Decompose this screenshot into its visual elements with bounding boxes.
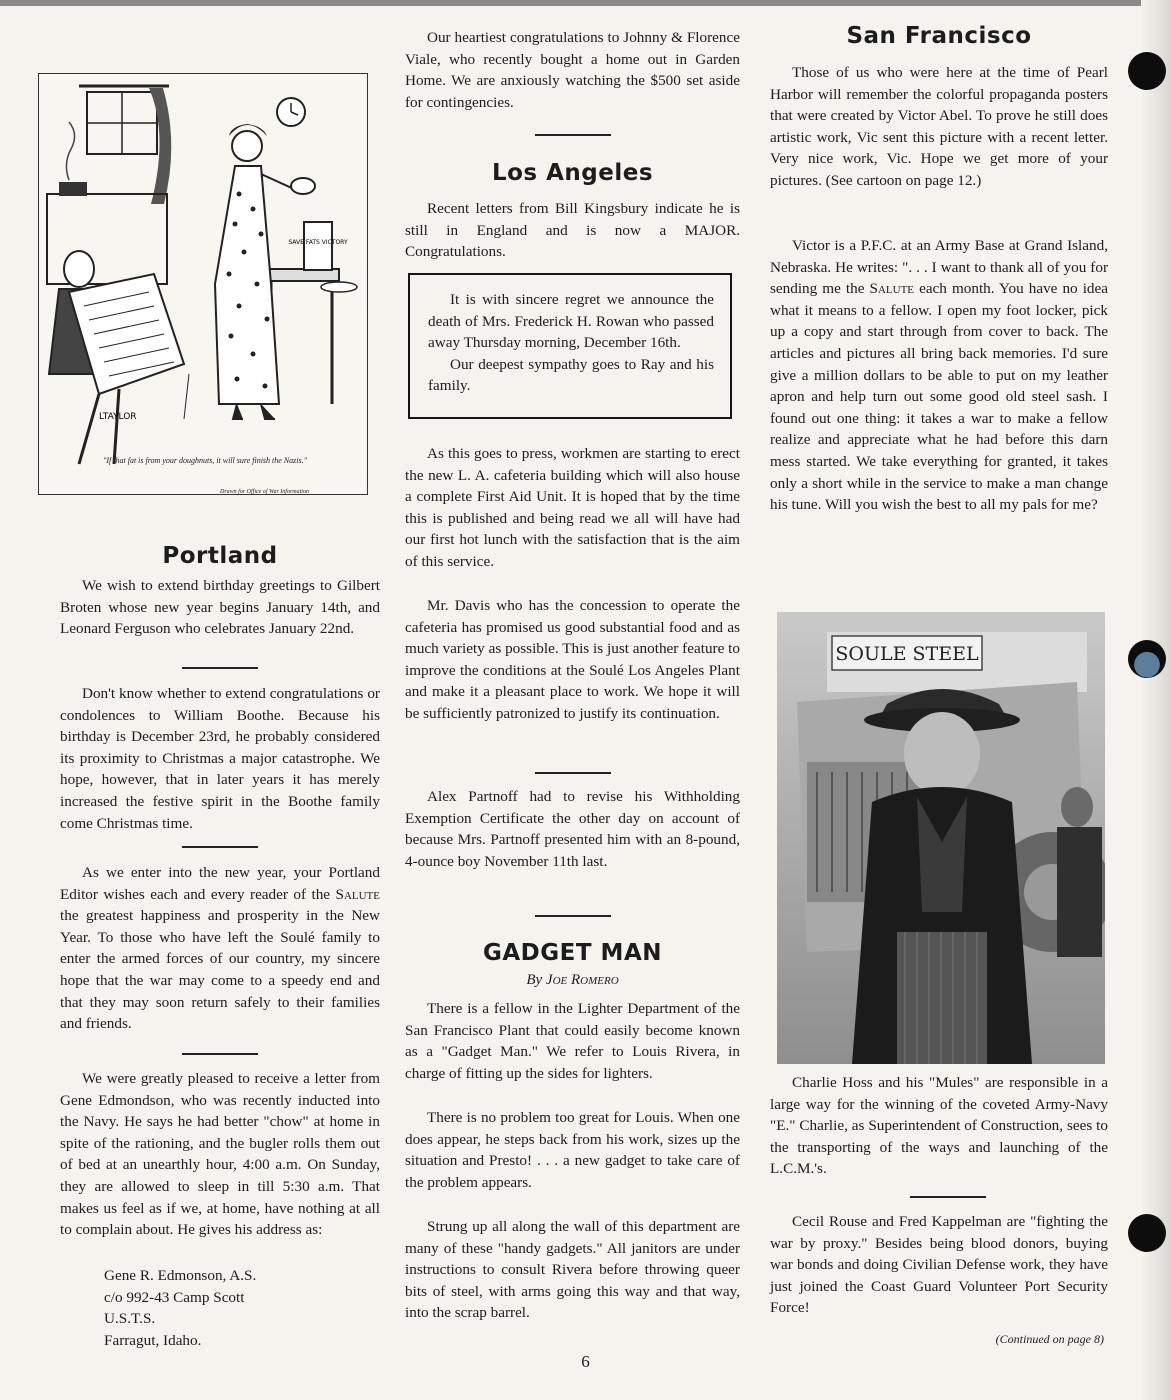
can-label-text: SAVE FATS VICTORY — [288, 239, 348, 246]
gadget-text-3: Strung up all along the wall of this department are many of these "handy gadgets." All janitors are under instructions to consult Rivera before throwing queer bits of steel, with arms going this way and that way, into the scrap barrel. — [405, 1218, 740, 1322]
photo-caption: Charlie Hoss and his "Mules" are responsible in a large way for the winning of the coveted Army-Navy "E." Charlie, as Superintendent of Construction, sees to the transporting of the ways and launching of the L.C.M.'s. — [770, 1074, 1108, 1178]
gadget-paragraph-2 — [405, 1107, 740, 1193]
salute-magazine-name: Salute — [335, 885, 380, 903]
section-divider — [182, 667, 258, 669]
page-number: 6 — [581, 1352, 590, 1371]
portland-edmondson-paragraph — [60, 1068, 380, 1241]
gadget-paragraph-1 — [405, 998, 740, 1084]
partnoff-paragraph — [405, 786, 740, 872]
charlie-hoss-photo — [777, 612, 1105, 1064]
san-francisco-heading: San Francisco — [846, 23, 1032, 49]
truck-sign-text: SOULE STEEL — [835, 643, 979, 665]
rouse-kappelman-text: Cecil Rouse and Fred Kappelman are "fighting the war by proxy." Besides being blood donors, buying war bonds and doing Civilian Defense work, they have just joined the Coast Guard Volunteer Port Security Force! — [770, 1213, 1108, 1317]
cartoon-caption: "If that fat is from your doughnuts, it will sure finish the Nazis." — [103, 456, 307, 465]
davis-text: Mr. Davis who has the concession to operate the cafeteria has promised us good substantial food and as much variety as possible. This is just another feature to improve the conditions at the Soulé Los Angeles Plant and make it a pleasant place to work. We hope it will be sufficiently patronized to justify its continuation. — [405, 597, 740, 722]
section-divider — [535, 915, 611, 917]
binder-hole-bottom — [1128, 1214, 1166, 1252]
section-divider — [535, 772, 611, 774]
abel-text: Those of us who were here at the time of Pearl Harbor will remember the colorful propaganda posters that were created by Victor Abel. To prove he still does artistic work, Vic sent this picture with a recent letter. Very nice work, Vic. Hope we get more of your pictures. (See cartoon on page 12.) — [770, 64, 1108, 189]
cafeteria-paragraph — [405, 443, 740, 573]
victor-letter-start: Victor is a P.F.C. at an Army Base at Grand Island, Nebraska. He writes: ". . . I want to thank all of you for sending me the — [770, 237, 1108, 298]
mailing-address — [104, 1265, 256, 1351]
binder-hole-middle — [1128, 640, 1166, 678]
page-binding-edge — [1141, 0, 1171, 1400]
photo-caption-block — [770, 1072, 1108, 1180]
cartoon-illustration — [38, 73, 368, 495]
obituary-sympathy: Our deepest sympathy goes to Ray and his family. — [428, 355, 714, 395]
obituary-box — [408, 273, 732, 419]
section-divider — [535, 134, 611, 136]
portland-boothe-paragraph — [60, 683, 380, 834]
portland-paragraph-4: We were greatly pleased to receive a letter from Gene Edmondson, who was recently inducted into the Navy. He says he had better "chow" at home in spite of the rationing, and the bugler rolls them out of bed at an unearthly hour, 4:00 a.m. On Sunday, they are allowed to sleep in till 5:30 a.m. That makes us feel as if we, at home, have nothing at all to complain about. He gives his address as: — [60, 1070, 380, 1239]
obituary-announcement: It is with sincere regret we announce the death of Mrs. Frederick H. Rowan who passed away Thursday morning, December 16th. — [428, 291, 714, 352]
address-line: Farragut, Idaho. — [104, 1331, 202, 1349]
davis-paragraph — [405, 595, 740, 725]
byline-by: By — [526, 972, 546, 988]
portland-p3-start: As we enter into the new year, your Portland Editor wishes each and every reader of the — [60, 864, 380, 903]
cartoon-credit: Drawn for Office of War Information — [220, 489, 309, 495]
viale-paragraph — [405, 27, 740, 113]
gadget-man-heading: GADGET MAN — [483, 940, 662, 966]
portland-birthday-paragraph — [60, 575, 380, 640]
partnoff-text: Alex Partnoff had to revise his Withholding Exemption Certificate the other day on account of because Mrs. Partnoff presented him with an 8-pound, 4-ounce boy November 11th last. — [405, 788, 740, 870]
abel-paragraph — [770, 62, 1108, 192]
salute-magazine-name: Salute — [869, 280, 915, 298]
gadget-text-1: There is a fellow in the Lighter Department of the San Francisco Plant that could easily become known as a "Gadget Man." We refer to Louis Rivera, in charge of fitting up the sides for lighters. — [405, 1000, 740, 1082]
los-angeles-heading: Los Angeles — [491, 160, 654, 186]
address-line: Gene R. Edmonson, A.S. — [104, 1267, 257, 1284]
victor-letter-text — [770, 235, 1108, 516]
section-divider — [182, 1053, 258, 1055]
section-divider — [910, 1196, 986, 1198]
address-line: c/o 992-43 Camp Scott — [104, 1288, 245, 1306]
gadget-text-2: There is no problem too great for Louis. When one does appear, he steps back from his work, sizes up the situation and Presto! . . . a new gadget to take care of the problem appears. — [405, 1109, 740, 1191]
photo-image — [777, 612, 1105, 1064]
continued-note: (Continued on page 8) — [995, 1332, 1104, 1346]
address-line: U.S.T.S. — [104, 1310, 156, 1328]
portland-paragraph-2: Don't know whether to extend congratulations or condolences to William Boothe. Because his birthday is December 23rd, he probably considered its proximity to Christmas a major catastrophe. We hope, however, that in later years it has merely increased the festive spirit in the Boothe family come Christmas time. — [60, 685, 380, 832]
byline-author: Joe Romero — [545, 972, 619, 988]
portland-p3-end: the greatest happiness and prosperity in the New Year. To those who have left the Soulé family to enter the armed forces of our country, my sincere hope that the war may come to a speedy end and that they may soon return safely to their families and friends. — [60, 907, 380, 1033]
article-byline — [405, 972, 740, 989]
kingsbury-text: Recent letters from Bill Kingsbury indicate he is still in England and is now a MAJOR. Congratulations. — [405, 200, 740, 261]
portland-heading: Portland — [162, 543, 278, 569]
gadget-paragraph-3 — [405, 1216, 740, 1324]
portland-paragraph-1: We wish to extend birthday greetings to Gilbert Broten whose new year begins January 14th, and Leonard Ferguson who celebrates January 22nd. — [60, 577, 380, 638]
binder-hole-top — [1128, 52, 1166, 90]
obituary-content — [428, 289, 714, 397]
section-divider — [182, 846, 258, 848]
cafeteria-text: As this goes to press, workmen are starting to erect the new L. A. cafeteria building which will also house a complete First Aid Unit. It is hoped that by the time this is published and being read we all will have had our first hot lunch with the satisfaction that is the aim of this service. — [405, 445, 740, 570]
portland-newyear-paragraph — [60, 862, 380, 1035]
victor-letter-paragraph — [770, 235, 1108, 516]
victor-letter-end: each month. You have no idea what it means to a fellow. I open my foot locker, pick up a copy and start through from cover to back. The articles and pictures all bring back memories. I'd sure give a million dollars to be able to put on my leather apron and help turn out some good old steel sash. I found out one thing: it takes a war to make a fellow realize and appreciate what he had before this darn mess started. We take everything for granted, it takes only a short while in the service to make a man change his tune. Will you wish the best to all my pals for me? — [770, 280, 1109, 514]
cartoon-signature: LTAYLOR — [99, 412, 137, 422]
portland-paragraph-3 — [60, 862, 380, 1035]
cartoon-drawing — [39, 74, 367, 494]
page-top-edge — [0, 0, 1171, 6]
rouse-kappelman-paragraph — [770, 1211, 1108, 1319]
kingsbury-paragraph — [405, 198, 740, 263]
congratulations-viale-text: Our heartiest congratulations to Johnny & Florence Viale, who recently bought a home out in Garden Home. We are anxiously watching the $500 set aside for contingencies. — [405, 29, 740, 111]
